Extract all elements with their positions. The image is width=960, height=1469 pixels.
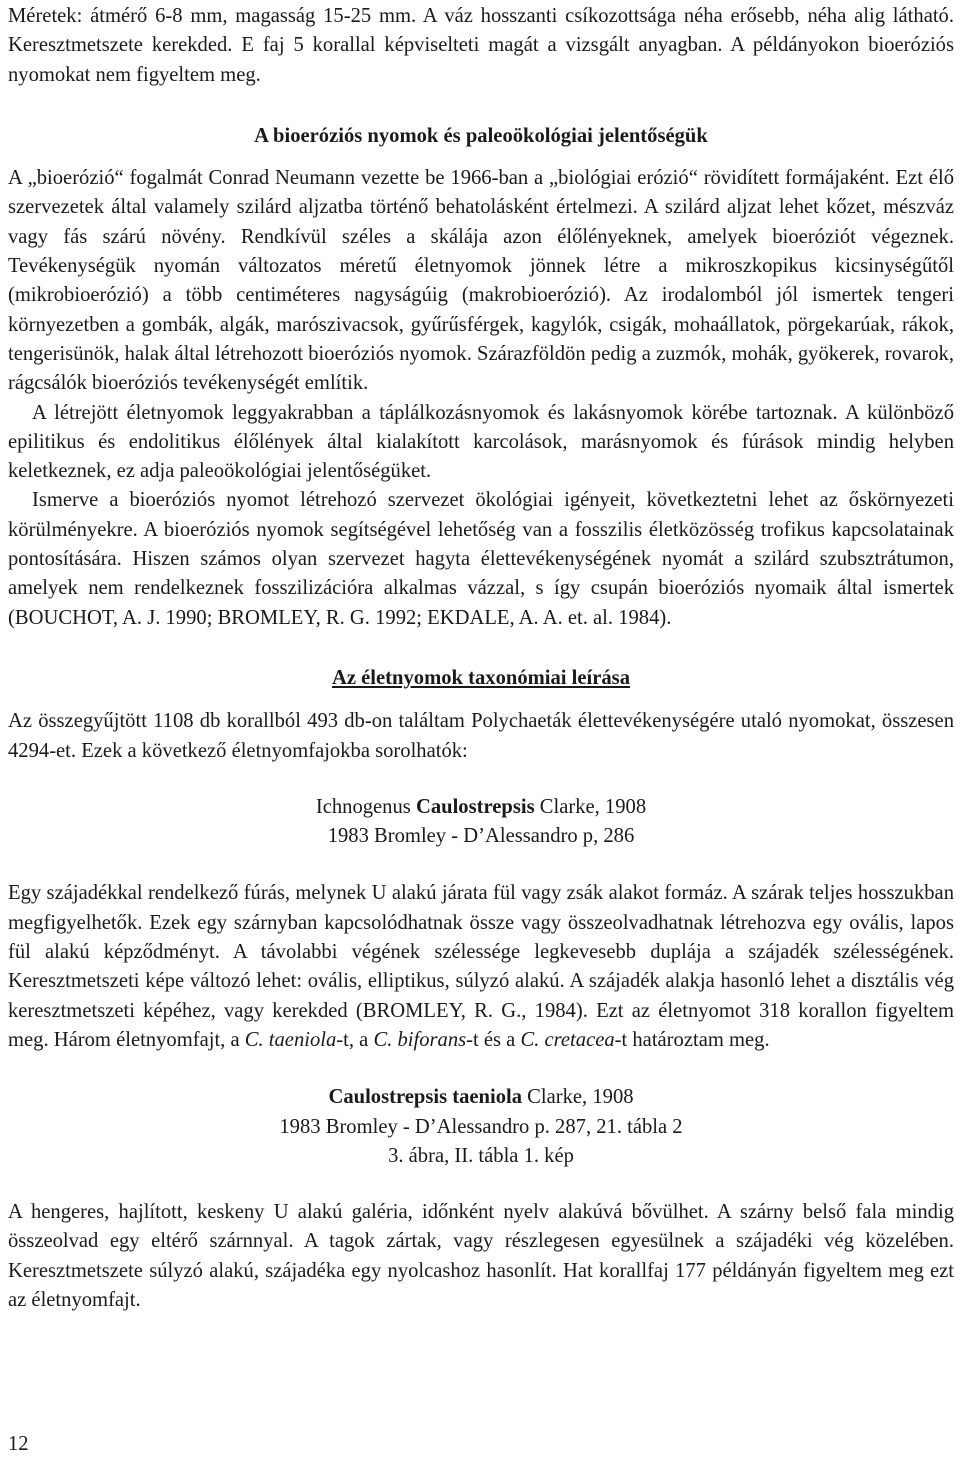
species-name-cretacea: C. cretacea [520,1028,615,1051]
genus-description-text-3: -t és a [466,1028,521,1051]
genus-title [8,793,954,822]
genus-name: Caulostrepsis [415,795,535,818]
genus-author: Clarke, 1908 [534,795,647,818]
species-figure-reference: 3. ábra, II. tábla 1. kép [388,1144,574,1167]
species-reference: 1983 Bromley - D’Alessandro p. 287, 21. tábla 2 [279,1115,683,1138]
species-name-biforans: C. biforans [373,1028,467,1051]
species-block [8,1083,954,1171]
bioerosion-paragraph-3: Ismerve a bioeróziós nyomot létrehozó szervezet ökológiai igényeit, következtetni lehet az őskörnyezeti körülményekre. A bioeróziós nyomok segítségével lehetőség van a fosszilis életközösség trofikus kapcsolatainak pontosítására. Hiszen számos olyan szervezet hagyta élettevékenységének nyomát a szilárd szubsztrátumon, amelyek nem rendelkeznek fosszilizációra alkalmas vázzal, s így csupán bioeróziós nyomaik által ismertek (BOUCHOT, A. J. 1990; BROMLEY, R. G. 1992; EKDALE, A. A. et. al. 1984). [8,489,954,629]
section-heading-bioerosion: A bioeróziós nyomok és paleoökológiai jelentőségük [254,124,708,147]
bioerosion-paragraph-1: A „bioerózió“ fogalmát Conrad Neumann vezette be 1966-ban a „biológiai erózió“ rövidített formájaként. Ezt élő szervezetek által valamely szilárd aljzatba történő behatolásként értelmezi. A szilárd aljzat lehet kőzet, mészváz vagy fás szárú növény. Rendkívül széles a skálája azon élőlényeknek, amelyek bioeróziót végeznek. Tevékenységük nyomán változatos méretű életnyomok jönnek létre a mikroszkopikus kicsinységűtől (mikrobioerózió) a több centiméteres nagyságúig (makrobioerózió). Az irodalomból jól ismertek tengeri környezetben a gombák, algák, marószivacsok, gyűrűsférgek, kagylók, csigák, mohaállatok, pörgekarúak, rákok, tengerisünök, halak által létrehozott bioeróziós nyomok. Szárazföldön pedig a zuzmók, mohák, gyökerek, rovarok, rágcsálók bioeróziós tevékenységét említik. [8,167,954,395]
genus-description-text-4: -t határoztam meg. [614,1028,770,1051]
genus-prefix: Ichnogenus [315,795,416,818]
bioerosion-paragraph-2: A létrejött életnyomok leggyakrabban a táplálkozásnyomok és lakásnyomok körébe tartoznak. A különböző epilitikus és endolitikus élőlények által kialakított karcolások, marásnyomok és fúrások mindig helyben keletkeznek, ez adja paleoökológiai jelentőségüket. [8,401,954,483]
species-description: A hengeres, hajlított, keskeny U alakú galéria, időnként nyelv alakúvá bővülhet. A szárny belső fala mindig összeolvad egy eltérő szárnnyal. A tagok zártak, vagy részlegesen egyesülnek a szájadéki vég közelében. Keresztmetszete súlyzó alakú, szájadéka egy nyolcashoz hasonlít. Hat korallfaj 177 példányán figyeltem meg ezt az életnyomfajt. [8,1201,954,1311]
genus-reference: 1983 Bromley - D’Alessandro p, 286 [327,825,635,848]
taxonomy-heading-text: Az életnyomok taxonómiai leírása [332,666,630,689]
species-name-taeniola: C. taeniola [244,1028,337,1051]
intro-paragraph: Méretek: átmérő 6-8 mm, magasság 15-25 mm. A váz hosszanti csíkozottsága néha erősebb, néha alig látható. Keresztmetszete kerekded. E faj 5 korallal képviselteti magát a vizsgált anyagban. A példányokon bioeróziós nyomokat nem figyeltem meg. [8,5,954,86]
page-number: 12 [8,1433,29,1455]
species-title [8,1083,954,1112]
section-heading-taxonomy [8,664,954,693]
species-author: Clarke, 1908 [522,1086,634,1109]
genus-description-text: Egy szájadékkal rendelkező fúrás, melynek U alakú járata fül vagy zsák alakot formáz. A szárak teljes hosszukban megfigyelhetők. Ezek egy szárnyban kapcsolódhatnak össze vagy összeolvadhatnak létrehozva egy ovális, lapos fül alakú képződményt. A távolabbi végének szélessége legkevesebb duplája a szájadék szélességének. Keresztmetszeti képe változó lehet: ovális, elliptikus, súlyzó alakú. A szájadék alakja hasonló lehet a disztális vég keresztmetszeti képéhez, vagy kerekded (BROMLEY, R. G., 1984). Ezt az életnyomot 318 korallon figyeltem meg. Három életnyomfajt, a [8,882,954,1051]
document-page [8,0,954,1315]
taxonomy-paragraph-1: Az összegyűjtött 1108 db korallból 493 db-on találtam Polychaeták élettevékenységére utaló nyomokat, összesen 4294-et. Ezek a következő életnyomfajokba sorolhatók: [8,710,954,762]
genus-description [8,879,954,1055]
genus-block [8,793,954,852]
species-name: Caulostrepsis taeniola [328,1086,523,1109]
genus-description-text-2: -t, a [336,1028,374,1051]
